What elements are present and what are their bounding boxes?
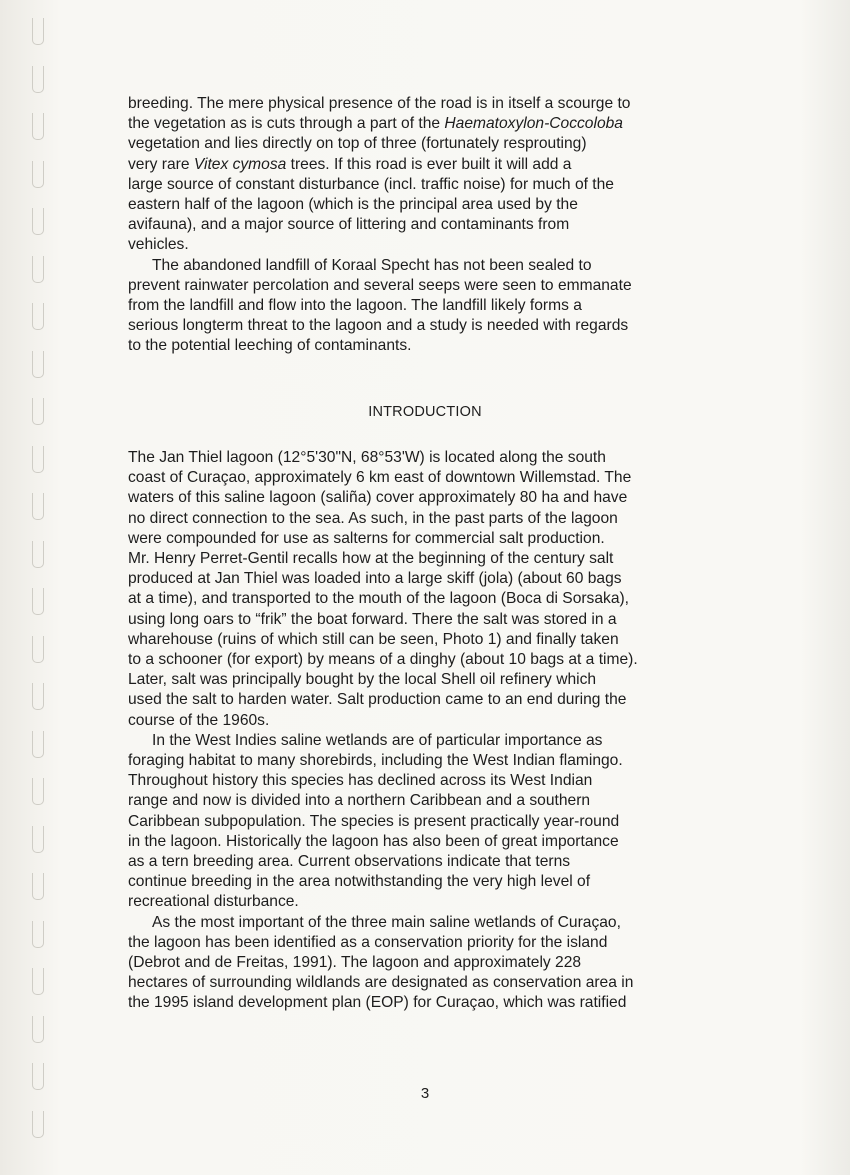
text-line: produced at Jan Thiel was loaded into a large skiff (jola) (about 60 bags bbox=[128, 570, 622, 588]
text-line: the 1995 island development plan (EOP) for Curaçao, which was ratified bbox=[128, 994, 627, 1012]
text-line: to a schooner (for export) by means of a dinghy (about 10 bags at a time). bbox=[128, 651, 638, 669]
binding-ring bbox=[32, 778, 44, 805]
text-line: The Jan Thiel lagoon (12°5'30"N, 68°53'W) is located along the south bbox=[128, 449, 606, 466]
binding-ring bbox=[32, 1016, 44, 1043]
text-line: waters of this saline lagoon (saliña) cover approximately 80 ha and have bbox=[128, 489, 628, 507]
text-line: breeding. The mere physical presence of the road is in itself a scourge to bbox=[128, 95, 631, 112]
text-line: from the landfill and flow into the lagoon. The landfill likely forms a bbox=[128, 297, 582, 315]
text-line: coast of Curaçao, approximately 6 km east of downtown Willemstad. The bbox=[128, 469, 632, 487]
text-line: As the most important of the three main saline wetlands of Curaçao, bbox=[152, 913, 621, 931]
binding-ring bbox=[32, 541, 44, 568]
species-name: Haematoxylon-Coccoloba bbox=[444, 115, 623, 133]
text-line: large source of constant disturbance (incl. traffic noise) for much of the bbox=[128, 175, 614, 193]
binding-ring bbox=[32, 446, 44, 473]
binding-ring bbox=[32, 161, 44, 188]
text-line: Throughout history this species has declined across its West Indian bbox=[128, 772, 593, 790]
binding-ring bbox=[32, 588, 44, 615]
binding-ring bbox=[32, 826, 44, 853]
text-line: avifauna), and a major source of littering and contaminants from bbox=[128, 216, 570, 234]
text-line: serious longterm threat to the lagoon and a study is needed with regards bbox=[128, 317, 629, 335]
text-line: The abandoned landfill of Koraal Specht has not been sealed to bbox=[152, 256, 592, 274]
introduction-text bbox=[128, 448, 768, 1014]
text-line: hectares of surrounding wildlands are designated as conservation area in bbox=[128, 974, 634, 992]
binding-ring bbox=[32, 256, 44, 283]
text-line: wharehouse (ruins of which still can be seen, Photo 1) and finally taken bbox=[128, 630, 619, 648]
text-line: used the salt to harden water. Salt production came to an end during the bbox=[128, 691, 627, 709]
text-line: at a time), and transported to the mouth of the lagoon (Boca di Sorsaka), bbox=[128, 590, 630, 608]
text-line: continue breeding in the area notwithstanding the very high level of bbox=[128, 873, 591, 891]
text-line: range and now is divided into a northern Caribbean and a southern bbox=[128, 792, 591, 810]
binding-ring bbox=[32, 683, 44, 710]
binding-ring bbox=[32, 208, 44, 235]
binding-ring bbox=[32, 493, 44, 520]
text-line: vehicles. bbox=[128, 236, 189, 254]
binding-ring bbox=[32, 113, 44, 140]
text-line: Mr. Henry Perret-Gentil recalls how at the beginning of the century salt bbox=[128, 550, 614, 568]
text-line: were compounded for use as salterns for commercial salt production. bbox=[128, 529, 605, 547]
text-line: the lagoon has been identified as a conservation priority for the island bbox=[128, 933, 608, 951]
text-line: course of the 1960s. bbox=[128, 711, 270, 729]
text-line: very rare Vitex cymosa trees. If this road is ever built it will add a bbox=[128, 155, 572, 173]
text-line: Later, salt was principally bought by the local Shell oil refinery which bbox=[128, 671, 597, 689]
spiral-binding bbox=[28, 18, 50, 1158]
text-line: no direct connection to the sea. As such, in the past parts of the lagoon bbox=[128, 509, 618, 527]
text-line: eastern half of the lagoon (which is the principal area used by the bbox=[128, 196, 578, 214]
binding-ring bbox=[32, 921, 44, 948]
binding-ring bbox=[32, 303, 44, 330]
binding-ring bbox=[32, 66, 44, 93]
binding-ring bbox=[32, 18, 44, 45]
text-line: as a tern breeding area. Current observations indicate that terns bbox=[128, 853, 571, 871]
text-line: In the West Indies saline wetlands are of particular importance as bbox=[152, 731, 603, 749]
text-line: recreational disturbance. bbox=[128, 893, 299, 911]
previous-section-text bbox=[128, 94, 768, 357]
binding-ring bbox=[32, 873, 44, 900]
text-line: (Debrot and de Freitas, 1991). The lagoon and approximately 228 bbox=[128, 954, 582, 972]
text-line: the vegetation as is cuts through a part of the Haematoxylon-Coccoloba bbox=[128, 115, 623, 133]
text-line: foraging habitat to many shorebirds, including the West Indian flamingo. bbox=[128, 752, 623, 770]
text-line: Caribbean subpopulation. The species is present practically year-round bbox=[128, 812, 620, 830]
text-line: prevent rainwater percolation and several seeps were seen to emmanate bbox=[128, 276, 632, 294]
binding-ring bbox=[32, 636, 44, 663]
species-name: Vitex cymosa bbox=[193, 155, 287, 173]
text-line: vegetation and lies directly on top of three (fortunately resprouting) bbox=[128, 135, 587, 153]
page-number: 3 bbox=[420, 1085, 430, 1102]
binding-ring bbox=[32, 1111, 44, 1138]
binding-ring bbox=[32, 968, 44, 995]
text-line: using long oars to “frik” the boat forward. There the salt was stored in a bbox=[128, 610, 617, 628]
text-line: to the potential leeching of contaminants. bbox=[128, 337, 412, 355]
binding-ring bbox=[32, 351, 44, 378]
section-heading: INTRODUCTION bbox=[368, 404, 482, 420]
binding-ring bbox=[32, 731, 44, 758]
text-line: in the lagoon. Historically the lagoon has also been of great importance bbox=[128, 832, 619, 850]
